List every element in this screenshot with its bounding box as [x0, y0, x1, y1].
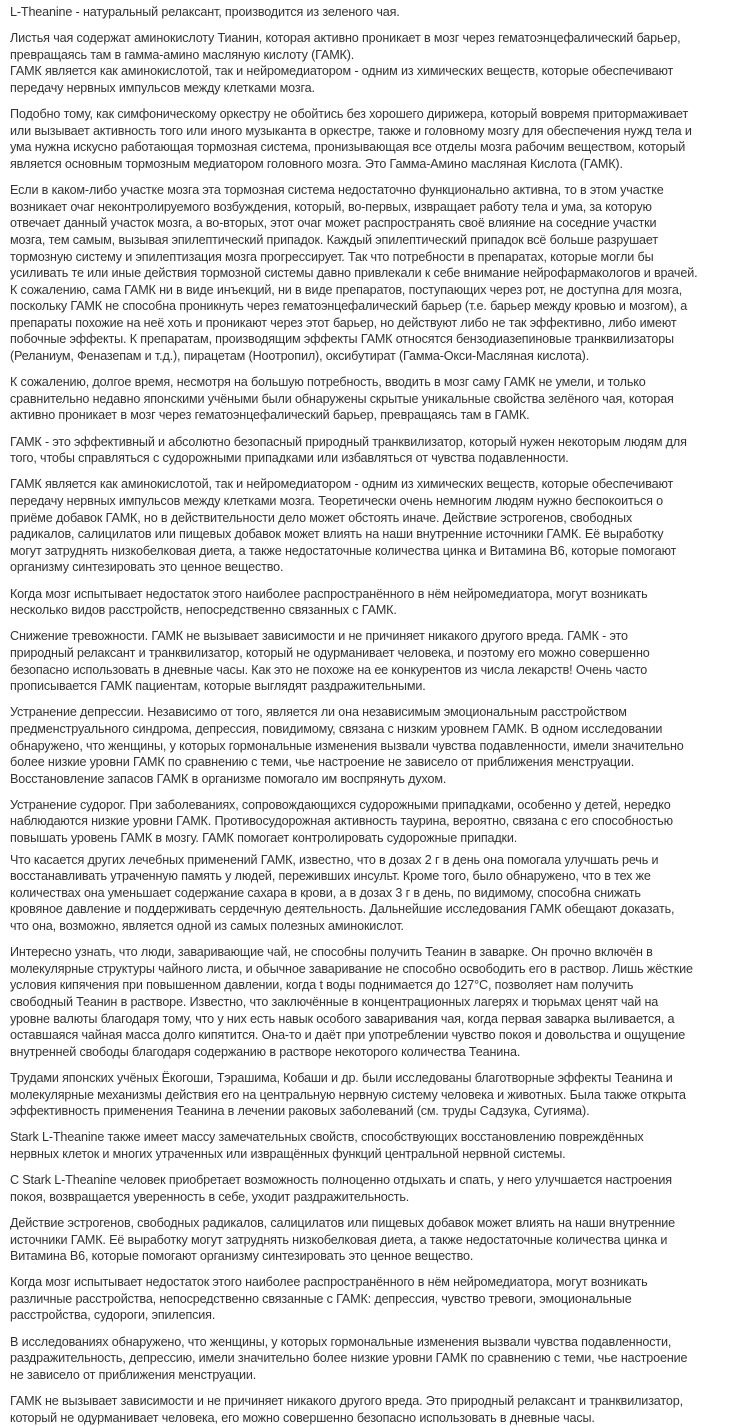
- article-paragraph: [10, 374, 737, 424]
- paragraph-line: отвечает данный участок мозга, а во-вторых, этот очаг может распространять своё влияние на соседние участки: [10, 216, 657, 231]
- article-paragraph: [10, 1393, 737, 1426]
- paragraph-line: безопасно использовать в дневные часы. Как это не похоже на ее конкурентов из числа лекарств! Очень часто: [10, 662, 648, 677]
- paragraph-line: возникает очаг неконтролируемого возбуждения, который, во-первых, извращает работу тела и ума, за которую: [10, 199, 652, 214]
- article-paragraph: [10, 1129, 737, 1162]
- paragraph-line: В исследованиях обнаружено, что женщины, у которых гормональные изменения вызвали чувства подавленности,: [10, 1334, 672, 1349]
- article-paragraph: [10, 586, 737, 619]
- paragraph-line: Листья чая содержат аминокислоту Тианин, которая активно проникает в мозг через гематоэнцефалический барьер,: [10, 31, 681, 46]
- article-paragraph: [10, 944, 737, 1060]
- paragraph-line: передачу нервных импульсов между клетками мозга.: [10, 80, 315, 95]
- paragraph-line: Если в каком-либо участке мозга эта тормозная система недостаточно функционально активна, то в этом участке: [10, 183, 664, 198]
- paragraph-line: радикалов, салицилатов или пищевых добавок может влиять на наши внутренние источники ГАМК. Её выработку: [10, 527, 664, 542]
- article-paragraph: [10, 476, 737, 576]
- paragraph-line: могут затруднять низкобелковая диета, а также недостаточные количества цинка и Витамина В6, которые помогают: [10, 543, 677, 558]
- paragraph-line: Витамина В6, которые помогают организму синтезировать это ценное вещество.: [10, 1249, 474, 1264]
- article-paragraph: [10, 1070, 737, 1120]
- paragraph-line: раздражительность, депрессию, имели значительно более низкие уровни ГАМК по сравнению с теми, чье настроение: [10, 1351, 688, 1366]
- article-paragraph: [10, 704, 737, 787]
- paragraph-line: восстанавливать утраченную память у людей, переживших инсульт. Кроме того, было обнаружено, что в тех же: [10, 869, 651, 884]
- article-paragraph: [10, 1334, 737, 1384]
- paragraph-line: покоя, возвращается уверенность в себе, уходит раздражительность.: [10, 1189, 410, 1204]
- paragraph-line: К сожалению, сама ГАМК ни в виде инъекций, ни в виде препаратов, поступающих через рот, не доступна для мозга,: [10, 282, 683, 297]
- paragraph-line: активно проникает в мозг через гематоэнцефалический барьер, превращаясь там в ГАМК.: [10, 408, 530, 423]
- paragraph-line: эффективность применения Теанина в лечении раковых заболеваний (см. труды Садзука, Сугияма).: [10, 1104, 590, 1119]
- paragraph-line: превращаясь там в гамма-амино масляную кислоту (ГАМК).: [10, 47, 355, 62]
- paragraph-line: молекулярные механизмы действия его на центральную нервную систему человека и животных. Была также открыта: [10, 1087, 686, 1102]
- paragraph-line: Подобно тому, как симфоническому оркестру не обойтись без хорошего дирижера, который вовремя притормаживает: [10, 107, 689, 122]
- paragraph-line: Stark L-Theanine также имеет массу замечательных свойств, способствующих восстановлению повреждённых: [10, 1130, 644, 1145]
- paragraph-line: тормозную систему и эпилептизация мозга прогрессирует. Так что потребности в препаратах, которые могли бы: [10, 249, 654, 264]
- article-paragraph: [10, 797, 737, 847]
- paragraph-line: природный релаксант и транквилизатор, который не одурманивает человека, и поэтому его можно совершенно: [10, 645, 650, 660]
- paragraph-line: Действие эстрогенов, свободных радикалов, салицилатов или пищевых добавок может влиять на наши внутренние: [10, 1215, 676, 1230]
- paragraph-line: ГАМК - это эффективный и абсолютно безопасный природный транквилизатор, который нужен некоторым людям для: [10, 434, 687, 449]
- paragraph-line: или вызывает активность того или иного музыканта в оркестре, также и головному мозгу для обеспечения нужд тела и: [10, 123, 692, 138]
- article-paragraph: [10, 628, 737, 694]
- paragraph-line: условия кипячения при повышенном давлении, когда t воды поднимается до 127°С, позволяет нам получить: [10, 978, 634, 993]
- paragraph-line: уровне валюты благодаря тому, что у них есть навык особого заваривания чая, когда первая заварка выливается, а: [10, 1011, 675, 1026]
- article-paragraph: [10, 1274, 737, 1324]
- paragraph-line: несколько видов расстройств, непосредственно связанных с ГАМК.: [10, 603, 397, 618]
- paragraph-line: количествах она уменьшает содержание сахара в крови, а в дозах 3 г в день, по видимому, способна снижать: [10, 885, 641, 900]
- paragraph-line: Устранение судорог. При заболеваниях, сопровождающихся судорожными припадками, особенно у детей, нередко: [10, 797, 671, 812]
- paragraph-line: ума нужна искусно работающая тормозная система, пронизывающая все отделы мозга рабочим веществом, который: [10, 140, 686, 155]
- paragraph-line: ГАМК является как аминокислотой, так и нейромедиатором - одним из химических веществ, которые обеспечивают: [10, 64, 674, 79]
- paragraph-line: наблюдаются низкие уровни ГАМК. Противосудорожная активность таурина, вероятно, связана с его способностью: [10, 814, 673, 829]
- paragraph-line: Когда мозг испытывает недостаток этого наиболее распространённого в нём нейромедиатора, могут возникать: [10, 586, 648, 601]
- paragraph-line: расстройства, судороги, эпилепсия.: [10, 1308, 216, 1323]
- paragraph-line: ГАМК не вызывает зависимости и не причиняет никакого другого вреда. Это природный релаксант и транквилизатор,: [10, 1394, 683, 1409]
- paragraph-line: Трудами японских учёных Ёкогоши, Тэрашима, Кобаши и др. были исследованы благотворные эффекты Теанина и: [10, 1070, 673, 1085]
- paragraph-line: (Реланиум, Феназепам и т.д.), пирацетам (Ноотропил), оксибутират (Гамма-Окси-Масляная кислота).: [10, 349, 590, 364]
- paragraph-line: который не одурманивает человека, его можно совершенно безопасно использовать в дневные часы.: [10, 1410, 595, 1425]
- paragraph-line: молекулярные структуры чайного листа, и обычное заваривание не способно освободить его в раствор. Лишь жёсткие: [10, 961, 693, 976]
- article-paragraph: [10, 30, 737, 96]
- paragraph-line: оставшаяся чайная масса долго кипятится. Она-то и даёт при употреблении чувство покоя и довольства и ощущение: [10, 1028, 686, 1043]
- paragraph-line: побочные эффекты. К препаратам, производящим эффекты ГАМК относятся бензодиазепиновые транквилизаторы: [10, 332, 674, 347]
- paragraph-line: препараты похожие на неё хоть и проникают через этот барьер, но действуют либо не так эффективно, либо имеют: [10, 315, 677, 330]
- paragraph-line: Устранение депрессии. Независимо от того, является ли она независимым эмоциональным расстройством: [10, 705, 627, 720]
- paragraph-line: Интересно узнать, что люди, заваривающие чай, не способны получить Теанин в заварке. Он прочно включён в: [10, 945, 653, 960]
- paragraph-line: источники ГАМК. Её выработку могут затруднять низкобелковая диета, а также недостаточные количества цинка и: [10, 1232, 668, 1247]
- article-paragraph: [10, 852, 737, 935]
- paragraph-line: различные расстройства, непосредственно связанные с ГАМК: депрессия, чувство тревоги, эмоциональные: [10, 1291, 632, 1306]
- paragraph-line: поскольку ГАМК не способна проникнуть через гематоэнцефалический барьер (т.е. барьер между кровью и мозгом), а: [10, 299, 688, 314]
- paragraph-line: того, чтобы справляться с судорожными припадками или избавляться от чувства подавленности.: [10, 451, 569, 466]
- paragraph-line: сравнительно недавно японскими учёными были обнаружены скрытые уникальные свойства зелёного чая, которая: [10, 391, 674, 406]
- paragraph-line: является основным тормозным медиатором головного мозга. Это Гамма-Амино масляная Кислота (ГАМК).: [10, 156, 623, 171]
- paragraph-line: внутренней свободы благодаря содержанию в растворе некоторого количества Теанина.: [10, 1044, 521, 1059]
- paragraph-line: Что касается других лечебных применений ГАМК, известно, что в дозах 2 г в день она помогала улучшать речь и: [10, 852, 659, 867]
- article-paragraph: [10, 106, 737, 172]
- paragraph-line: передачу нервных импульсов между клетками мозга. Теоретически очень немногим людям нужно беспокоиться о: [10, 494, 664, 508]
- paragraph-line: Снижение тревожности. ГАМК не вызывает зависимости и не причиняет никакого другого вреда. ГАМК - это: [10, 629, 628, 644]
- paragraph-line: кровяное давление и поддерживать сердечную деятельность. Дальнейшие исследования ГАМК обещают доказать,: [10, 902, 675, 917]
- paragraph-line: ГАМК является как аминокислотой, так и нейромедиатором - одним из химических веществ, которые обеспечивают: [10, 477, 674, 492]
- paragraph-line: предменструального синдрома, депрессия, повидимому, связана с низким уровнем ГАМК. В одном исследовании: [10, 721, 663, 736]
- article-paragraph: [10, 434, 737, 467]
- article-paragraph: [10, 182, 737, 365]
- paragraph-line: приёме добавок ГАМК, но в действительности дело может обстоять иначе. Действие эстрогенов, свободных: [10, 510, 632, 525]
- paragraph-line: мозга, тем самым, вызывая эпилептический припадок. Каждый эпилептический припадок всё больше разрушает: [10, 232, 658, 247]
- article-paragraph: [10, 1172, 737, 1205]
- paragraph-line: К сожалению, долгое время, несмотря на большую потребность, вводить в мозг саму ГАМК не умели, и только: [10, 375, 646, 390]
- paragraph-line: организму синтезировать это ценное вещество.: [10, 560, 284, 575]
- paragraph-line: С Stark L-Theanine человек приобретает возможность полноценно отдыхать и спать, у него улучшается настроения: [10, 1173, 672, 1188]
- paragraph-line: Когда мозг испытывает недостаток этого наиболее распространённого в нём нейромедиатора, могут возникать: [10, 1275, 648, 1290]
- paragraph-line: обнаружено, что женщины, у которых гормональные изменения вызвали чувства подавленности, имели значительно: [10, 738, 684, 753]
- paragraph-line: нервных клеток и многих утраченных или извращённых функций центральной нервной системы.: [10, 1146, 566, 1161]
- article-paragraph: [10, 4, 737, 21]
- paragraph-line: что она, возможно, является одной из самых полезных аминокислот.: [10, 919, 404, 934]
- paragraph-line: более низкие уровни ГАМК по сравнению с теми, чье настроение не зависело от приближения менструации.: [10, 755, 635, 770]
- paragraph-line: усиливать те или иные действия тормозной системы давно привлекали к себе внимание нейрофармакологов и врачей.: [10, 266, 698, 281]
- paragraph-line: повышать уровень ГАМК в мозгу. ГАМК помогает контролировать судорожные припадки.: [10, 831, 518, 846]
- paragraph-line: прописывается ГАМК пациентам, которые выглядят раздражительными.: [10, 679, 426, 694]
- paragraph-line: L-Theanine - натуральный релаксант, производится из зеленого чая.: [10, 5, 400, 19]
- paragraph-line: не зависело от приближения менструации.: [10, 1367, 257, 1382]
- article-paragraph: [10, 1215, 737, 1265]
- paragraph-line: Восстановление запасов ГАМК в организме помогало им воспрянуть духом.: [10, 771, 447, 786]
- paragraph-line: свободный Теанин в растворе. Известно, что заключённые в концентрационных лагерях и тюрьмах ценят чай на: [10, 995, 659, 1009]
